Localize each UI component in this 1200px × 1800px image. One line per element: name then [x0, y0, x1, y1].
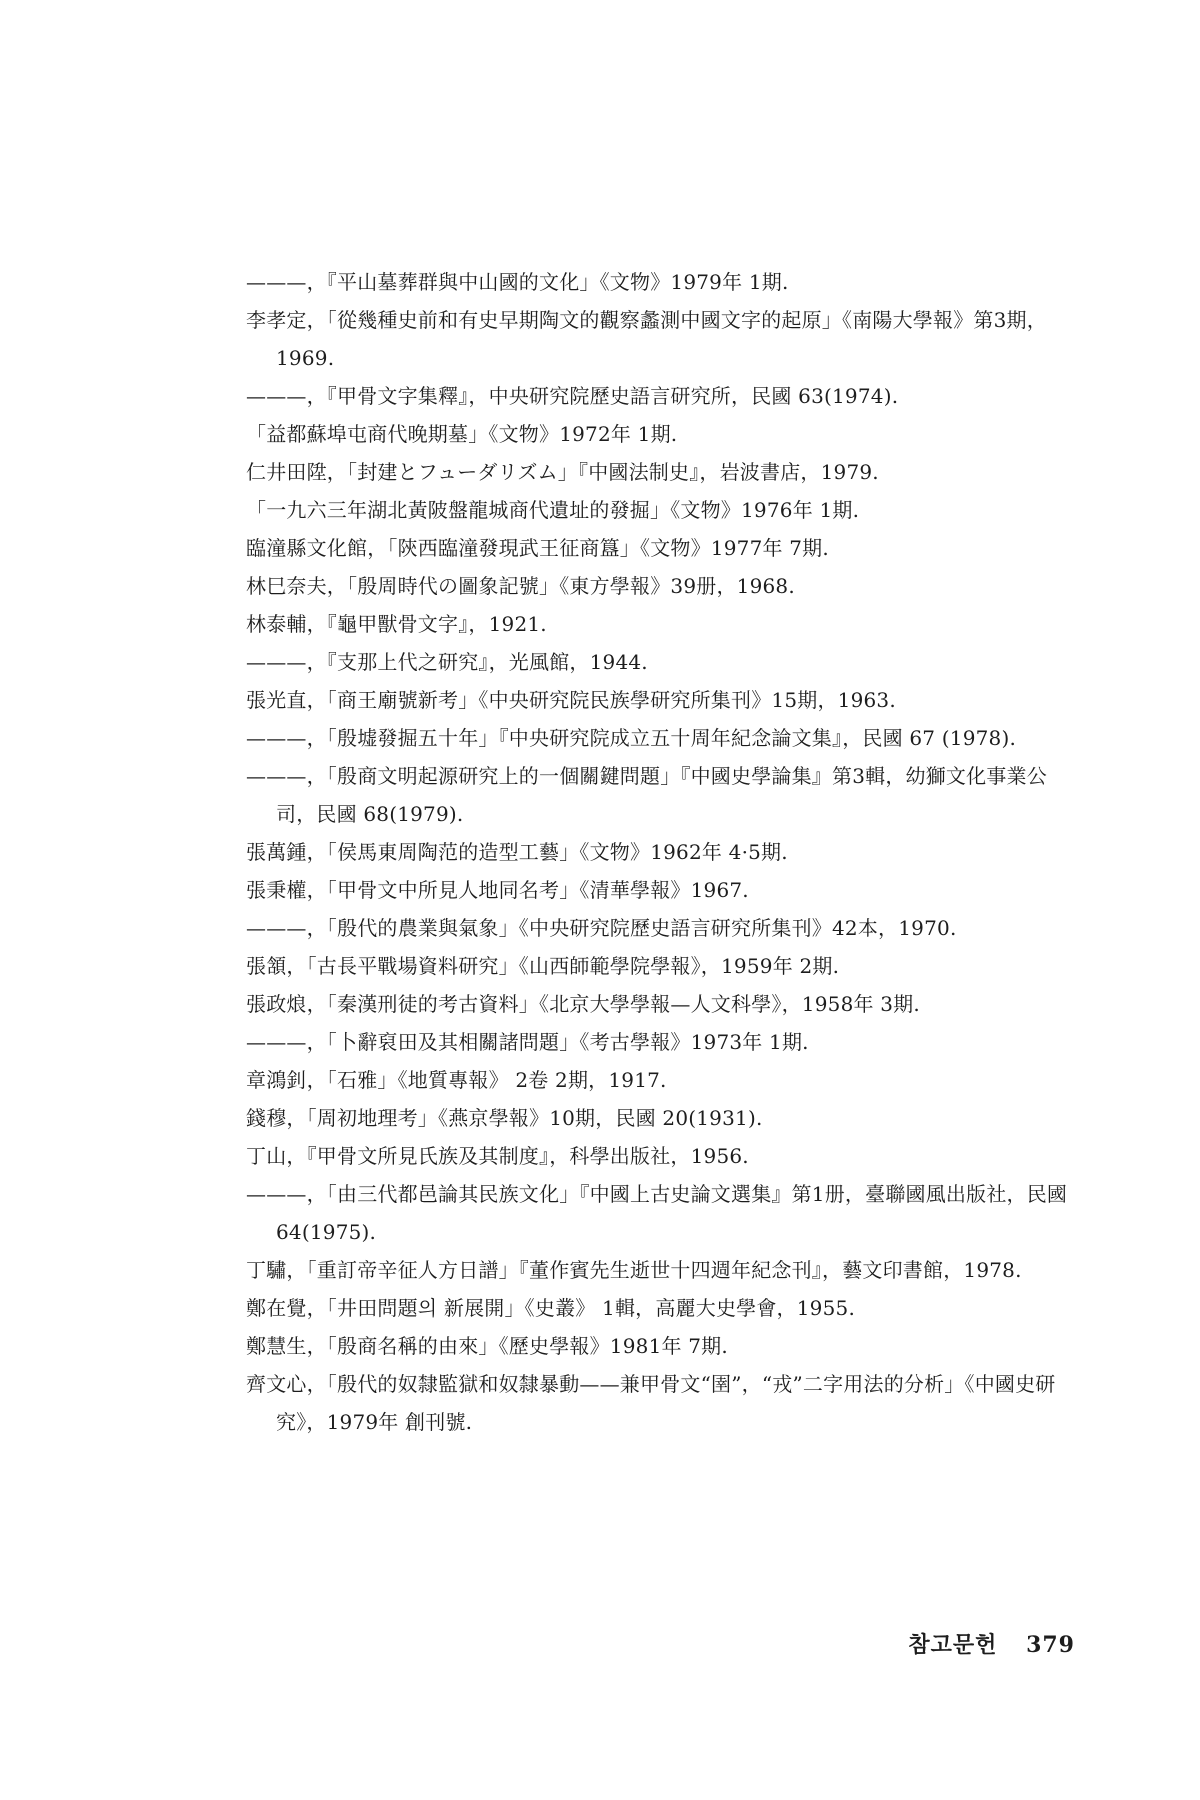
- reference-entry: 張萬鍾，「侯馬東周陶范的造型工藝」《文物》1962年 4·5期.: [246, 840, 788, 864]
- reference-entry: 李孝定，「從幾種史前和有史早期陶文的觀察蠡測中國文字的起原」《南陽大學報》第3期，1969.: [246, 308, 1047, 370]
- reference-entry: 臨潼縣文化館，「陝西臨潼發現武王征商簋」《文物》1977年 7期.: [246, 536, 829, 560]
- reference-entry: 「益都蘇埠屯商代晚期墓」《文物》1972年 1期.: [246, 422, 678, 446]
- reference-entry: 章鴻釗，「石雅」《地質專報》 2卷 2期，1917.: [246, 1068, 667, 1092]
- reference-entry: 張光直，「商王廟號新考」《中央研究院民族學研究所集刊》15期，1963.: [246, 688, 896, 712]
- reference-entry: 張頷，「古長平戰場資料研究」《山西師範學院學報》，1959年 2期.: [246, 954, 840, 978]
- reference-entry: ———，『平山墓葬群與中山國的文化」《文物》1979年 1期.: [246, 270, 789, 294]
- reference-entry: 仁井田陞，「封建とフューダリズム」『中國法制史』，岩波書店，1979.: [246, 460, 879, 484]
- reference-entry: 張政烺，「秦漢刑徒的考古資料」《北京大學學報—人文科學》，1958年 3期.: [246, 992, 920, 1016]
- reference-entry: 鄭慧生，「殷商名稱的由來」《歷史學報》1981年 7期.: [246, 1334, 728, 1358]
- reference-entry: ———，「卜辭裒田及其相關諸問題」《考古學報》1973年 1期.: [246, 1030, 809, 1054]
- reference-entry: 林泰輔，『龜甲獸骨文字』，1921.: [246, 612, 547, 636]
- reference-entry: ———，「殷代的農業與氣象」《中央研究院歷史語言研究所集刊》42本，1970.: [246, 916, 957, 940]
- reference-entry: 林巳奈夫，「殷周時代の圖象記號」《東方學報》39册，1968.: [246, 574, 795, 598]
- reference-entry: 丁驌，「重訂帝辛征人方日譜」『董作賓先生逝世十四週年紀念刊』，藝文印書館，1978.: [246, 1258, 1022, 1282]
- reference-entry: 張秉權，「甲骨文中所見人地同名考」《清華學報》1967.: [246, 878, 749, 902]
- reference-entry: ———，「殷墟發掘五十年」『中央研究院成立五十周年紀念論文集』，民國 67 (1978).: [246, 726, 1017, 750]
- reference-entry: 鄭在覺，「井田問題의 新展開」《史叢》 1輯，高麗大史學會，1955.: [246, 1296, 856, 1320]
- reference-entry: ———，「由三代都邑論其民族文化」『中國上古史論文選集』第1册，臺聯國風出版社，民國 64(1975).: [246, 1182, 1068, 1244]
- page-footer: [908, 1628, 1075, 1659]
- reference-entry: 齊文心，「殷代的奴隸監獄和奴隸暴動——兼甲骨文“圉”，“戎”二字用法的分析」《中國史研究》，1979年 創刊號.: [246, 1372, 1056, 1434]
- reference-entry: ———，「殷商文明起源研究上的一個關鍵問題」『中國史學論集』第3輯，幼獅文化事業公司，民國 68(1979).: [246, 764, 1047, 826]
- section-title: 참고문헌: [908, 1632, 998, 1658]
- reference-list: [246, 263, 1076, 1441]
- reference-entry: ———，『甲骨文字集釋』，中央研究院歷史語言研究所，民國 63(1974).: [246, 384, 899, 408]
- reference-entry: ———，『支那上代之研究』，光風館，1944.: [246, 650, 648, 674]
- page-number: 379: [1026, 1632, 1075, 1658]
- reference-entry: 丁山，『甲骨文所見氏族及其制度』，科學出版社，1956.: [246, 1144, 749, 1168]
- reference-entry: 錢穆，「周初地理考」《燕京學報》10期，民國 20(1931).: [246, 1106, 763, 1130]
- reference-entry: 「一九六三年湖北黃陂盤龍城商代遺址的發掘」《文物》1976年 1期.: [246, 498, 860, 522]
